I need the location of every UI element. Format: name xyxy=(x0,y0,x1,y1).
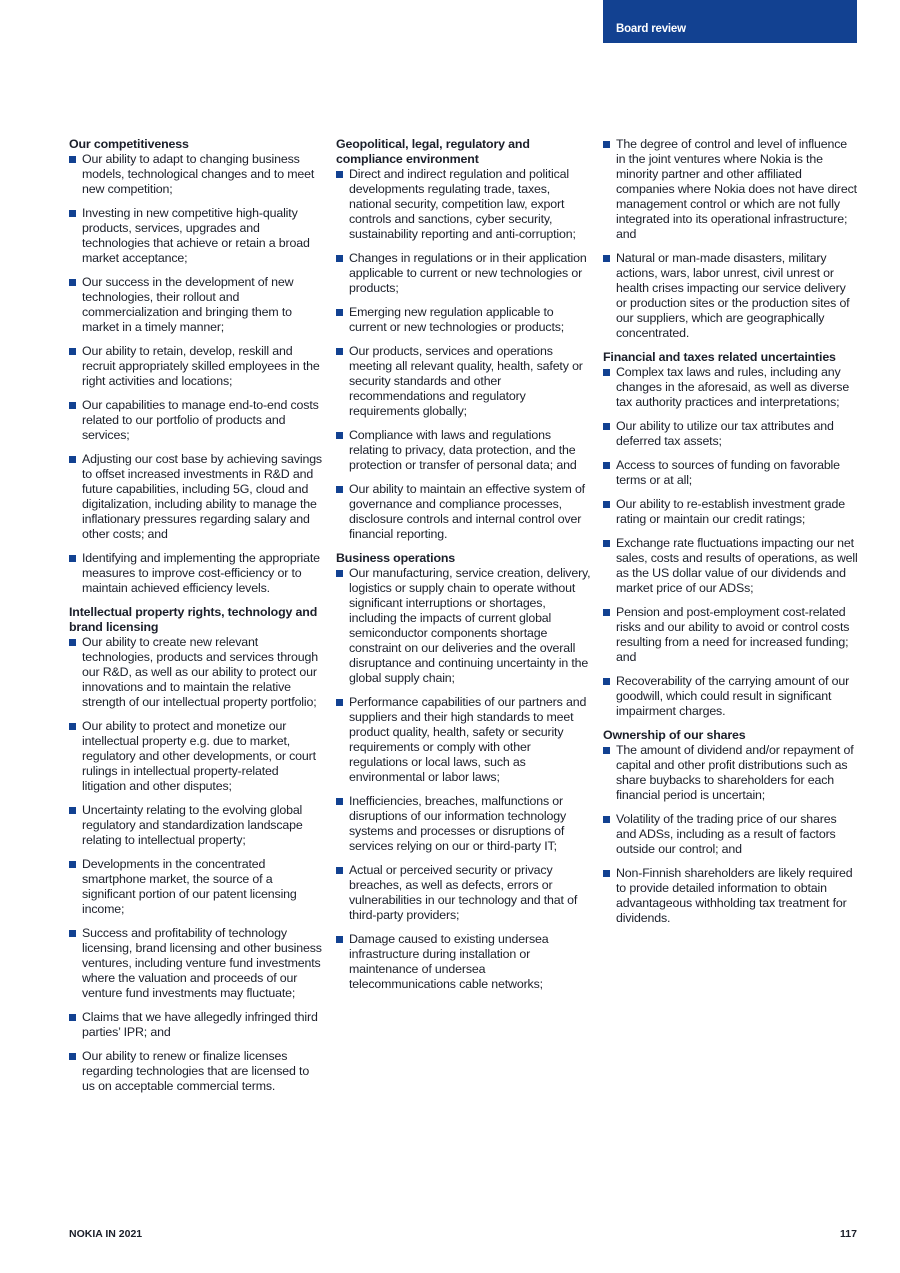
bullet-item: Direct and indirect regulation and political developments regulating trade, taxes, national security, competition law, export controls and sanctions, cyber security, sustainability reporting and anti-corruption; xyxy=(336,167,592,242)
bullet-item: Pension and post-employment cost-related risks and our ability to avoid or control costs resulting from a need for increased funding; and xyxy=(603,605,859,665)
bullet-item: Our manufacturing, service creation, delivery, logistics or supply chain to operate without significant interruptions or shortages, including the impacts of current global semiconductor components shortage constraint on our deliveries and the overall disruptance and continuing uncertainty in the global supply chain; xyxy=(336,566,592,686)
page-number: 117 xyxy=(840,1228,857,1240)
bullet-item: Adjusting our cost base by achieving savings to offset increased investments in R&D and future capabilities, including 5G, cloud and digitalization, including ability to manage the inflationary pressures regarding salary and other costs; and xyxy=(69,452,325,542)
bullet-item: Identifying and implementing the appropriate measures to improve cost-efficiency or to maintain achieved efficiency levels. xyxy=(69,551,325,596)
bullet-item: Our ability to utilize our tax attributes and deferred tax assets; xyxy=(603,419,859,449)
section-heading: Our competitiveness xyxy=(69,137,189,151)
bullet-item: Emerging new regulation applicable to current or new technologies or products; xyxy=(336,305,592,335)
bullet-list xyxy=(603,743,859,926)
bullet-item: Developments in the concentrated smartphone market, the source of a significant portion of our patent licensing income; xyxy=(69,857,325,917)
bullet-item: Changes in regulations or in their application applicable to current or new technologies or products; xyxy=(336,251,592,296)
bullet-item: Recoverability of the carrying amount of our goodwill, which could result in significant impairment charges. xyxy=(603,674,859,719)
section-heading: Business operations xyxy=(336,551,456,565)
bullet-item: Access to sources of funding on favorable terms or at all; xyxy=(603,458,859,488)
bullet-item: Compliance with laws and regulations relating to privacy, data protection, and the protection or transfer of personal data; and xyxy=(336,428,592,473)
column-middle xyxy=(336,137,592,1001)
bullet-item: Claims that we have allegedly infringed third parties’ IPR; and xyxy=(69,1010,325,1040)
bullet-item: Performance capabilities of our partners and suppliers and their high standards to meet product quality, health, safety or security requirements or comply with other regulations or local laws, such as environmental or labor laws; xyxy=(336,695,592,785)
bullet-list xyxy=(336,167,592,542)
bullet-item: Non-Finnish shareholders are likely required to provide detailed information to obtain advantageous withholding tax treatment for dividends. xyxy=(603,866,859,926)
bullet-list xyxy=(336,566,592,992)
bullet-item: Our ability to renew or finalize licenses regarding technologies that are licensed to us on acceptable commercial terms. xyxy=(69,1049,325,1094)
bullet-item: Damage caused to existing undersea infrastructure during installation or maintenance of undersea telecommunications cable networks; xyxy=(336,932,592,992)
bullet-item: Our ability to adapt to changing business models, technological changes and to meet new competition; xyxy=(69,152,325,197)
bullet-list xyxy=(69,635,325,1094)
bullet-list xyxy=(603,365,859,719)
bullet-item: The degree of control and level of influence in the joint ventures where Nokia is the minority partner and other affiliated companies where Nokia does not have direct management control or which are not fully integrated into its operational infrastructure; and xyxy=(603,137,859,242)
section-heading: Financial and taxes related uncertainties xyxy=(603,350,836,364)
bullet-item: Our ability to re-establish investment grade rating or maintain our credit ratings; xyxy=(603,497,859,527)
bullet-item: The amount of dividend and/or repayment of capital and other profit distributions such as share buybacks to shareholders for each financial period is uncertain; xyxy=(603,743,859,803)
bullet-item: Investing in new competitive high-quality products, services, upgrades and technologies that achieve or retain a broad market acceptance; xyxy=(69,206,325,266)
bullet-item: Our ability to retain, develop, reskill and recruit appropriately skilled employees in the right activities and locations; xyxy=(69,344,325,389)
bullet-item: Our capabilities to manage end-to-end costs related to our portfolio of products and services; xyxy=(69,398,325,443)
section-heading: Intellectual property rights, technology and brand licensing xyxy=(69,605,318,634)
section-tab: Board review xyxy=(603,0,857,43)
bullet-item: Our success in the development of new technologies, their rollout and commercialization and bringing them to market in a timely manner; xyxy=(69,275,325,335)
section-heading: Ownership of our shares xyxy=(603,728,746,742)
column-right xyxy=(603,137,859,935)
bullet-item: Our ability to create new relevant technologies, products and services through our R&D, as well as our ability to protect our innovations and to maintain the relative strength of our intellectual property portfolio; xyxy=(69,635,325,710)
bullet-item: Actual or perceived security or privacy breaches, as well as defects, errors or vulnerabilities in our technology and that of third-party providers; xyxy=(336,863,592,923)
bullet-item: Our ability to protect and monetize our intellectual property e.g. due to market, regulatory and other developments, or court rulings in intellectual property-related litigation and other disputes; xyxy=(69,719,325,794)
bullet-list xyxy=(69,152,325,596)
bullet-item: Our products, services and operations meeting all relevant quality, health, safety or security standards and other recommendations and regulatory requirements globally; xyxy=(336,344,592,419)
bullet-item: Uncertainty relating to the evolving global regulatory and standardization landscape relating to intellectual property; xyxy=(69,803,325,848)
column-left xyxy=(69,137,325,1103)
section-heading: Geopolitical, legal, regulatory and compliance environment xyxy=(336,137,530,166)
bullet-item: Complex tax laws and rules, including any changes in the aforesaid, as well as diverse tax authority practices and interpretations; xyxy=(603,365,859,410)
bullet-item: Volatility of the trading price of our shares and ADSs, including as a result of factors outside our control; and xyxy=(603,812,859,857)
bullet-item: Natural or man-made disasters, military actions, wars, labor unrest, civil unrest or health crises impacting our service delivery or production sites or the production sites of our suppliers, which are geographically concentrated. xyxy=(603,251,859,341)
bullet-item: Success and profitability of technology licensing, brand licensing and other business ventures, including venture fund investments where the valuation and proceeds of our venture fund investments may fluctuate; xyxy=(69,926,325,1001)
bullet-list xyxy=(603,137,859,341)
bullet-item: Exchange rate fluctuations impacting our net sales, costs and results of operations, as well as the US dollar value of our dividends and market price of our ADSs; xyxy=(603,536,859,596)
footer-publication: NOKIA IN 2021 xyxy=(69,1228,143,1240)
bullet-item: Our ability to maintain an effective system of governance and compliance processes, disclosure controls and internal control over financial reporting. xyxy=(336,482,592,542)
bullet-item: Inefficiencies, breaches, malfunctions or disruptions of our information technology systems and processes or disruptions of services relying on our or third-party IT; xyxy=(336,794,592,854)
